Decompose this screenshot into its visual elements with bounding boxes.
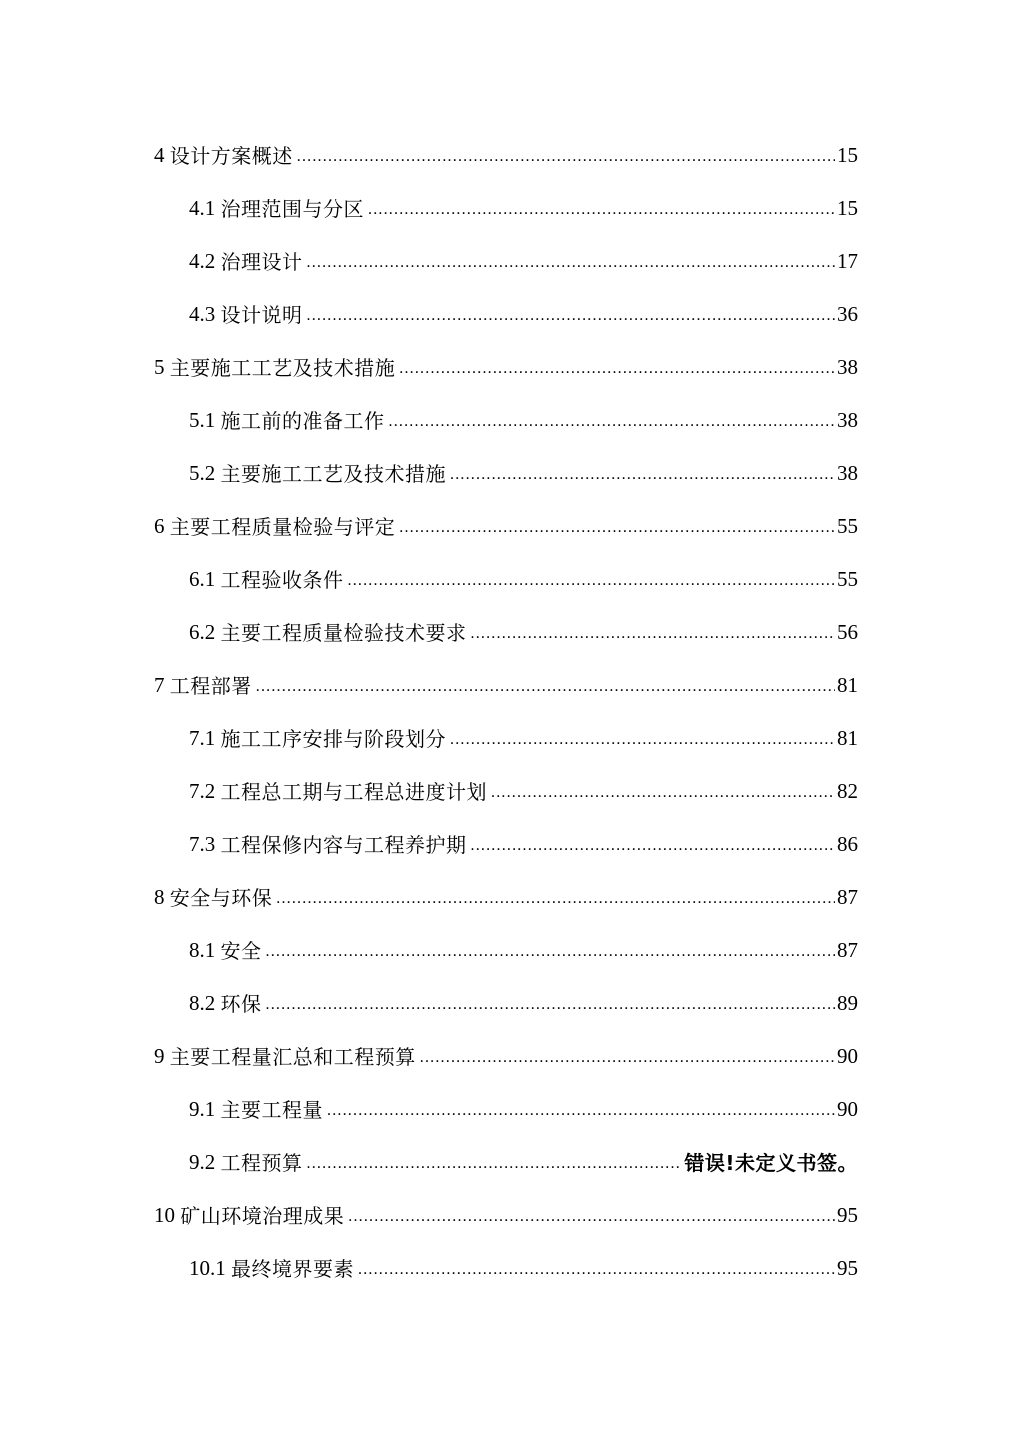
toc-entry-page: 81 [837,673,858,697]
toc-entry-page: 90 [837,1097,858,1121]
toc-entry-page: 87 [837,938,858,962]
toc-entry-title: 主要工程量汇总和工程预算 [169,1045,416,1069]
toc-entry-title: 主要工程量 [220,1098,323,1122]
toc-entry[interactable] [154,1033,858,1067]
toc-entry-title: 工程总工期与工程总进度计划 [220,780,487,804]
toc-entry[interactable] [189,927,858,961]
toc-entry-number: 5.2 [189,461,216,485]
toc-leader-dots [399,361,835,377]
toc-leader-dots [348,1209,835,1225]
toc-entry-number: 4 [154,143,165,167]
toc-entry-number: 9 [154,1044,165,1068]
toc-entry-number: 6.2 [189,620,216,644]
toc-entry-page: 56 [837,620,858,644]
toc-entry-title: 工程预算 [220,1151,303,1175]
toc-entry-title: 治理设计 [220,250,303,274]
toc-entry-number: 7.3 [189,832,216,856]
toc-entry-number: 9.2 [189,1150,216,1174]
toc-entry-number: 10.1 [189,1256,226,1280]
toc-leader-dots [307,1156,683,1172]
toc-entry-title: 安全 [220,939,262,963]
toc-entry-number: 9.1 [189,1097,216,1121]
toc-leader-dots [491,785,835,801]
toc-entry-page: 55 [837,567,858,591]
toc-entry-number: 6.1 [189,567,216,591]
toc-entry[interactable] [189,980,858,1014]
toc-leader-dots [297,149,835,165]
toc-entry[interactable] [189,450,858,484]
toc-leader-dots [348,573,836,589]
toc-entry[interactable] [154,1192,858,1226]
toc-entry-number: 4.2 [189,249,216,273]
toc-entry-number: 4.1 [189,196,216,220]
toc-leader-dots [256,679,835,695]
toc-entry-title: 施工前的准备工作 [220,409,385,433]
toc-entry-number: 6 [154,514,165,538]
toc-leader-dots [471,626,836,642]
toc-entry[interactable] [189,821,858,855]
toc-entry-page: 87 [837,885,858,909]
toc-entry-title: 主要工程质量检验与评定 [169,515,396,539]
toc-entry-number: 8.1 [189,938,216,962]
toc-entry[interactable] [189,1139,858,1173]
toc-entry[interactable] [189,556,858,590]
toc-entry-page: 90 [837,1044,858,1068]
toc-leader-dots [276,891,835,907]
toc-leader-dots [358,1262,835,1278]
toc-entry-title: 主要施工工艺及技术措施 [169,356,396,380]
toc-leader-dots [368,202,835,218]
toc-entry-page: 95 [837,1256,858,1280]
toc-entry-title: 矿山环境治理成果 [180,1204,345,1228]
toc-entry-number: 7 [154,673,165,697]
toc-entry[interactable] [189,185,858,219]
toc-entry-title: 设计方案概述 [169,144,293,168]
toc-leader-dots [389,414,836,430]
toc-entry-number: 5.1 [189,408,216,432]
toc-entry-number: 8 [154,885,165,909]
toc-entry-title: 设计说明 [220,303,303,327]
toc-entry[interactable] [189,238,858,272]
toc-entry[interactable] [154,662,858,696]
toc-entry[interactable] [189,1086,858,1120]
toc-entry-title: 主要工程质量检验技术要求 [220,621,467,645]
toc-entry-page: 55 [837,514,858,538]
toc-entry-title: 施工工序安排与阶段划分 [220,727,446,751]
toc-entry-page-error: 错误!未定义书签。 [684,1151,858,1175]
toc-entry[interactable] [189,609,858,643]
toc-entry-number: 5 [154,355,165,379]
toc-entry-page: 38 [837,461,858,485]
toc-leader-dots [450,467,835,483]
toc-entry-title: 工程保修内容与工程养护期 [220,833,467,857]
toc-entry[interactable] [189,397,858,431]
toc-entry-page: 89 [837,991,858,1015]
toc-entry[interactable] [154,344,858,378]
toc-entry-title: 最终境界要素 [231,1257,354,1281]
toc-entry[interactable] [154,874,858,908]
toc-leader-dots [471,838,836,854]
toc-entry[interactable] [189,715,858,749]
toc-entry[interactable] [189,768,858,802]
toc-entry-page: 15 [837,196,858,220]
toc-leader-dots [450,732,835,748]
toc-entry[interactable] [154,503,858,537]
toc-entry-page: 86 [837,832,858,856]
toc-entry-page: 15 [837,143,858,167]
toc-leader-dots [420,1050,835,1066]
toc-entry-title: 治理范围与分区 [220,197,364,221]
toc-entry-title: 工程部署 [169,674,252,698]
toc-leader-dots [266,944,836,960]
toc-entry-page: 38 [837,355,858,379]
toc-entry[interactable] [189,291,858,325]
toc-leader-dots [307,308,836,324]
toc-entry-title: 工程验收条件 [220,568,344,592]
toc-entry-page: 36 [837,302,858,326]
toc-entry-page: 82 [837,779,858,803]
toc-leader-dots [327,1103,835,1119]
toc-entry-number: 8.2 [189,991,216,1015]
toc-entry-number: 4.3 [189,302,216,326]
toc-entry[interactable] [189,1245,858,1279]
toc-entry-title: 主要施工工艺及技术措施 [220,462,446,486]
toc-entry-number: 7.1 [189,726,216,750]
toc-entry-page: 95 [837,1203,858,1227]
toc-entry-page: 38 [837,408,858,432]
toc-entry-number: 10 [154,1203,175,1227]
toc-leader-dots [399,520,835,536]
toc-entry[interactable] [154,132,858,166]
toc-entry-title: 环保 [220,992,262,1016]
toc-leader-dots [266,997,836,1013]
toc-entry-title: 安全与环保 [169,886,273,910]
toc-entry-page: 81 [837,726,858,750]
toc-entry-number: 7.2 [189,779,216,803]
toc-leader-dots [307,255,836,271]
toc-entry-page: 17 [837,249,858,273]
